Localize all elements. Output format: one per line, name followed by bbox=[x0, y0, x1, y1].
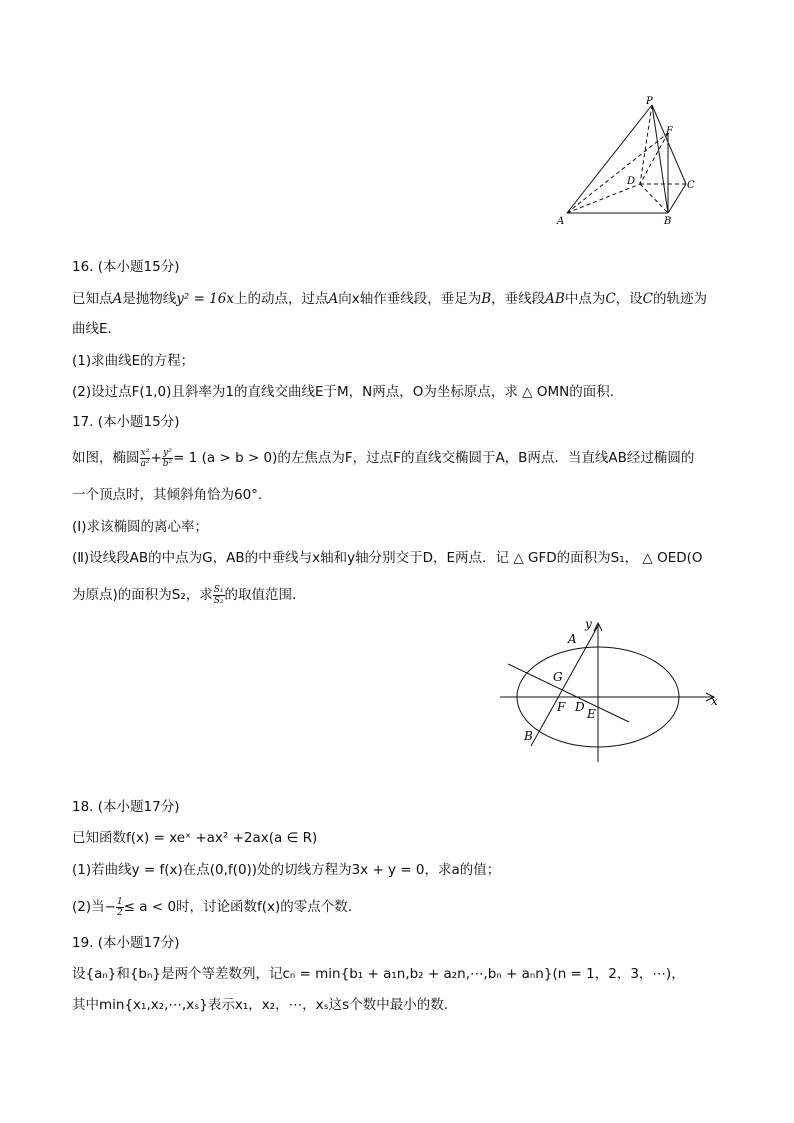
label-b: B bbox=[664, 216, 672, 227]
q18-frac-half: $\frac{1}{2}$ bbox=[116, 896, 123, 918]
q16-text-h: 的轨迹为 bbox=[653, 291, 708, 307]
ellipse-label-e: E bbox=[587, 707, 596, 721]
q17-line4: (Ⅱ)设线段AB的中点为G，AB的中垂线与x轴和y轴分别交于D，E两点．记 △ GFD的面积为S₁， △ OED(O bbox=[72, 550, 703, 566]
q16-text-d: 向x轴作垂线段，垂足为 bbox=[338, 291, 482, 307]
q18-line1: 已知函数f(x) = xeˣ +ax² +2ax(a ∈ R) bbox=[72, 830, 318, 846]
q16-stem-line1 bbox=[72, 290, 707, 308]
q17-frac-s: $\frac{\text{S₁}}{\text{S₂}}$ bbox=[213, 584, 224, 606]
ellipse-label-y: y bbox=[585, 617, 592, 631]
q18-part1: (1)若曲线y = f(x)在点(0,f(0))处的切线方程为3x + y = 0，求a的值； bbox=[72, 862, 501, 878]
q16-text-b: 是抛物线 bbox=[122, 291, 177, 307]
label-f: F bbox=[666, 126, 673, 137]
q16-point-c: C bbox=[605, 291, 616, 307]
pyramid-figure bbox=[548, 92, 708, 232]
q16-part1: (1)求曲线E的方程； bbox=[72, 353, 195, 369]
q17-plus: + bbox=[150, 450, 162, 466]
q17-line1 bbox=[72, 443, 694, 473]
label-a: A bbox=[557, 216, 565, 227]
q16-header: 16. (本小题15分) bbox=[72, 259, 180, 275]
q16-text-c: 上的动点，过点 bbox=[233, 291, 329, 307]
q16-segment-ab: AB bbox=[545, 291, 565, 307]
q16-point-c2: C bbox=[642, 291, 654, 307]
q16-point-a2: A bbox=[328, 291, 339, 307]
q16-part2: (2)设过点F(1,0)且斜率为1的直线交曲线E于M，N两点，O为坐标原点，求 △ OMN的面积. bbox=[72, 384, 615, 400]
q17-text-a: 如图，椭圆 bbox=[72, 450, 140, 466]
ellipse-label-x: x bbox=[711, 694, 718, 708]
ellipse-label-a: A bbox=[568, 632, 577, 646]
ellipse-label-d: D bbox=[575, 700, 585, 714]
q18-part2 bbox=[72, 892, 352, 922]
q19-line1: 设{aₙ}和{bₙ}是两个等差数列，记cₙ = min{b₁ + a₁n,b₂ + a₂n,⋯,bₙ + aₙn}(n = 1，2，3，⋯)， bbox=[72, 966, 685, 982]
ellipse-figure bbox=[495, 612, 725, 764]
q18-text-b: ≤ a < 0时，讨论函数f(x)的零点个数. bbox=[123, 899, 353, 915]
q17-text-b: = 1 (a > b > 0)的左焦点为F，过点F的直线交椭圆于A，B两点．当直线AB经过椭圆的 bbox=[173, 450, 695, 466]
q17-frac-y: $\frac{\text{y²}}{\text{b²}}$ bbox=[162, 447, 173, 469]
label-d: D bbox=[627, 176, 636, 187]
ellipse-label-b: B bbox=[524, 729, 533, 743]
q17-line3: (Ⅰ)求该椭圆的离心率； bbox=[72, 519, 209, 535]
q18-header: 18. (本小题17分) bbox=[72, 799, 180, 815]
q16-point-a: A bbox=[112, 291, 123, 307]
q16-text-f: 中点为 bbox=[564, 291, 606, 307]
q16-text-a: 已知点 bbox=[72, 291, 113, 307]
q16-parabola-eq: y² = 16x bbox=[176, 291, 234, 307]
q16-text-e: ，垂线段 bbox=[491, 291, 546, 307]
q16-stem-line2: 曲线E. bbox=[72, 321, 112, 337]
q17-text-c: 为原点)的面积为S₂，求 bbox=[72, 587, 213, 603]
q17-header: 17. (本小题15分) bbox=[72, 414, 180, 430]
q17-text-d: 的取值范围. bbox=[224, 587, 297, 603]
q19-header: 19. (本小题17分) bbox=[72, 935, 180, 951]
q19-line2: 其中min{x₁,x₂,⋯,xₛ}表示x₁，x₂，⋯，xₛ这s个数中最小的数. bbox=[72, 997, 448, 1013]
label-c: C bbox=[687, 180, 695, 191]
q17-line5 bbox=[72, 580, 296, 610]
q18-text-a: (2)当− bbox=[72, 899, 116, 915]
ellipse-label-f: F bbox=[557, 700, 566, 714]
q16-point-b: B bbox=[481, 291, 492, 307]
q16-text-g: ，设 bbox=[615, 291, 643, 307]
q17-frac-x: $\frac{\text{x²}}{\text{a²}}$ bbox=[140, 447, 150, 469]
q17-line2: 一个顶点时，其倾斜角恰为60°. bbox=[72, 487, 263, 503]
label-p: P bbox=[646, 96, 653, 107]
ellipse-label-g: G bbox=[553, 670, 563, 684]
